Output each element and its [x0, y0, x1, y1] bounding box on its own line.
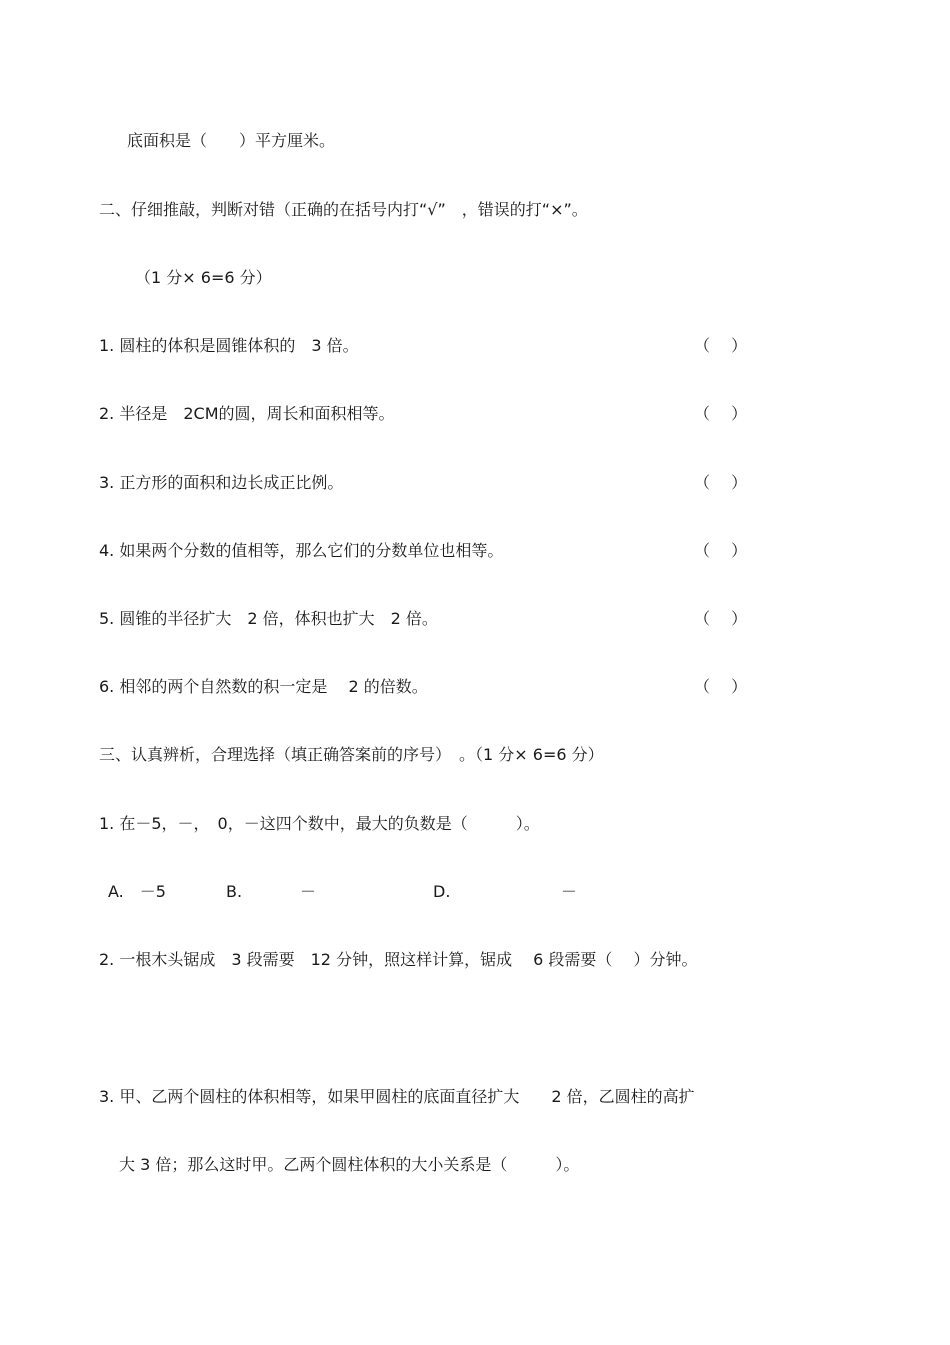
section2-title: 二、仔细推敲，判断对错（正确的在括号内打“√” ，错误的打“×”。: [99, 200, 588, 219]
judge-item-5: 5. 圆锥的半径扩大 2 倍，体积也扩大 2 倍。: [99, 609, 438, 628]
judge-item-1: 1. 圆柱的体积是圆锥体积的 3 倍。: [99, 336, 359, 355]
choice-q1: 1. 在－5，－， 0，－这四个数中，最大的负数是（ ）。: [99, 814, 540, 833]
answer-paren-5[interactable]: （ ）: [694, 609, 748, 628]
choice-q2: 2. 一根木头锯成 3 段需要 12 分钟，照这样计算，锯成 6 段需要（ ）分钟。: [99, 950, 698, 969]
answer-paren-6[interactable]: （ ）: [694, 677, 748, 696]
judge-item-3: 3. 正方形的面积和边长成正比例。: [99, 473, 344, 492]
answer-paren-4[interactable]: （ ）: [694, 541, 748, 560]
judge-item-4: 4. 如果两个分数的值相等，那么它们的分数单位也相等。: [99, 541, 504, 560]
choice-option-d-value: －: [561, 882, 578, 901]
judge-item-6: 6. 相邻的两个自然数的积一定是 2 的倍数。: [99, 677, 428, 696]
choice-option-a[interactable]: A. －5: [108, 882, 166, 901]
answer-paren-3[interactable]: （ ）: [694, 473, 748, 492]
intro-line: 底面积是（ ）平方厘米。: [127, 131, 336, 150]
choice-option-b-value: －: [300, 882, 317, 901]
answer-paren-2[interactable]: （ ）: [694, 404, 748, 423]
judge-item-2: 2. 半径是 2CM的圆，周长和面积相等。: [99, 404, 395, 423]
choice-q3-line1: 3. 甲、乙两个圆柱的体积相等，如果甲圆柱的底面直径扩大 2 倍，乙圆柱的高扩: [99, 1087, 695, 1106]
section3-title: 三、认真辨析，合理选择（填正确答案前的序号） 。（1 分× 6=6 分）: [99, 745, 604, 764]
choice-option-b[interactable]: B.: [226, 882, 243, 901]
choice-q3-line2: 大 3 倍；那么这时甲。乙两个圆柱体积的大小关系是（ ）。: [119, 1155, 580, 1174]
section2-score: （1 分× 6=6 分）: [135, 268, 272, 287]
answer-paren-1[interactable]: （ ）: [694, 336, 748, 355]
choice-option-d[interactable]: D.: [433, 882, 451, 901]
